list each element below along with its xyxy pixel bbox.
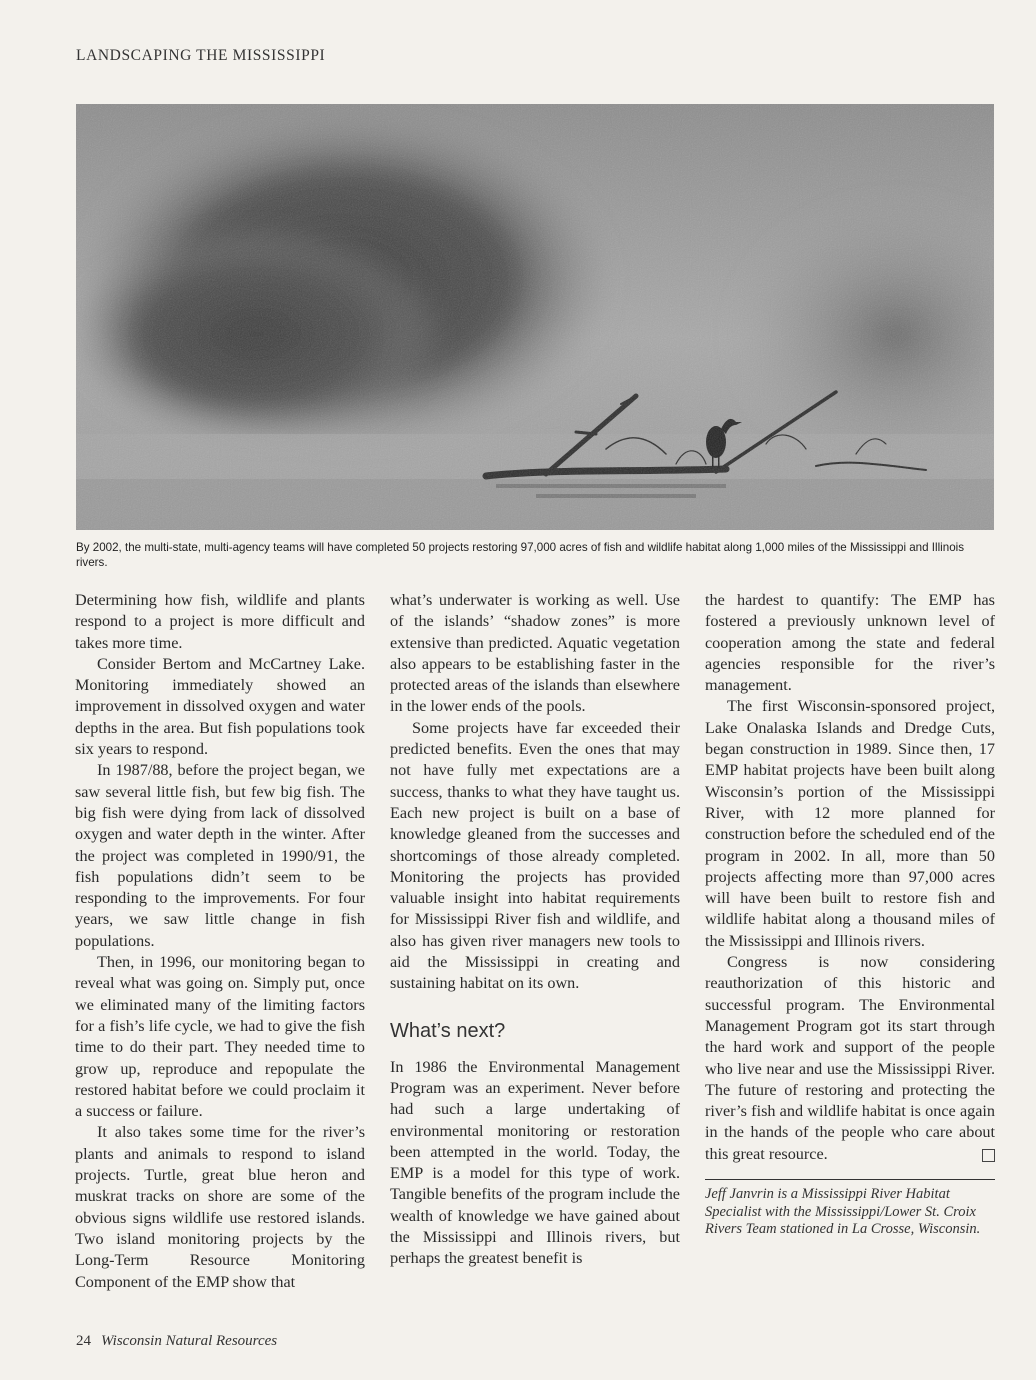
paragraph: Consider Bertom and McCartney Lake. Monitoring immediately showed an improvement in dissolved oxygen and water depths in the area. But fish populations took six years to respond. xyxy=(75,654,365,759)
paragraph: In 1986 the Environmental Management Program was an experiment. Never before had such a large undertaking of environmental monitoring or restoration been attempted in the world. Today, the EMP is a model for this type of work. Tangible benefits of the program include the wealth of knowledge we have gained about the Mississippi and Illinois rivers, but perhaps the greatest benefit is xyxy=(390,1057,680,1268)
photo-caption: By 2002, the multi-state, multi-agency teams will have completed 50 projects restoring 97,000 acres of fish and wildlife habitat along 1,000 miles of the Mississippi and Illinois rivers. xyxy=(76,541,965,569)
paragraph: the hardest to quantify: The EMP has fostered a previously unknown level of cooperation among the state and federal agencies responsible for the river’s management. xyxy=(705,591,995,695)
article-column-2 xyxy=(390,590,680,1270)
photo-heron-in-fog xyxy=(76,104,994,530)
author-bio: Jeff Janvrin is a Mississippi River Habitat Specialist with the Mississippi/Lower St. Croix Rivers Team stationed in La Crosse, Wisconsin. xyxy=(705,1186,981,1238)
article-column-1 xyxy=(75,590,365,1293)
paragraph: Some projects have far exceeded their predicted benefits. Even the ones that may not have fully met expectations are a success, thanks to what they have taught us. Each new project is built on a base of knowledge gleaned from the successes and shortcomings of those already completed. Monitoring the projects has provided valuable insight into habitat requirements for Mississippi River fish and wildlife, and also has given river managers new tools to aid the Mississippi in creating and sustaining habitat on its own. xyxy=(390,718,680,993)
end-mark-icon xyxy=(982,1149,995,1162)
bio-divider xyxy=(705,1179,995,1180)
paragraph-text: Congress is now considering reauthorization of this historic and successful program. The Environmental Management Program got its start through the hard work and support of the people who live near and use the Mississippi River. The future of restoring and protecting the river’s fish and wildlife habitat is once again in the hands of the people who care about this great resource. xyxy=(705,953,995,1163)
article-column-3 xyxy=(705,590,995,1239)
paragraph: Then, in 1996, our monitoring began to reveal what was going on. Simply put, once we eliminated many of the limiting factors for a fish’s life cycle, we had to give the fish time to do their part. They needed time to grow up, reproduce and repopulate the restored habitat before we could proclaim it a success or failure. xyxy=(75,953,365,1121)
section-heading: What’s next? xyxy=(390,1019,506,1042)
running-head: LANDSCAPING THE MISSISSIPPI xyxy=(76,47,326,64)
paragraph-final xyxy=(705,952,995,1165)
magazine-name: Wisconsin Natural Resources xyxy=(101,1333,278,1349)
paragraph: In 1987/88, before the project began, we saw several little fish, but few big fish. The big fish were dying from lack of dissolved oxygen and water depth in the winter. After the project was completed in 1990/91, the fish populations didn’t seem to be responding to the improvements. For four years, we saw little change in fish populations. xyxy=(75,761,365,950)
paragraph: what’s underwater is working as well. Use of the islands’ “shadow zones” is more extensive than predicted. Aquatic vegetation also appears to be establishing faster in the protected areas of the islands than elsewhere in the lower ends of the pools. xyxy=(390,591,680,716)
paragraph: The first Wisconsin-sponsored project, Lake Onalaska Islands and Dredge Cuts, began construction in 1989. Since then, 17 EMP habitat projects have been built along Wisconsin’s portion of the Mississippi River, with 12 more planned for construction before the scheduled end of the program in 2002. In all, more than 50 projects affecting more than 97,000 acres will have been built to restore fish and wildlife habitat along a thousand miles of the Mississippi and Illinois rivers. xyxy=(705,697,995,950)
paragraph: It also takes some time for the river’s plants and animals to respond to island projects. Turtle, great blue heron and muskrat tracks on shore are some of the obvious signs wildlife use restored islands. Two island monitoring projects by the Long-Term Resource Monitoring Component of the EMP show that xyxy=(75,1123,365,1291)
paragraph: Determining how fish, wildlife and plants respond to a project is more difficult and takes more time. xyxy=(75,591,365,652)
page-footer xyxy=(76,1333,277,1350)
page-number: 24 xyxy=(76,1333,91,1349)
